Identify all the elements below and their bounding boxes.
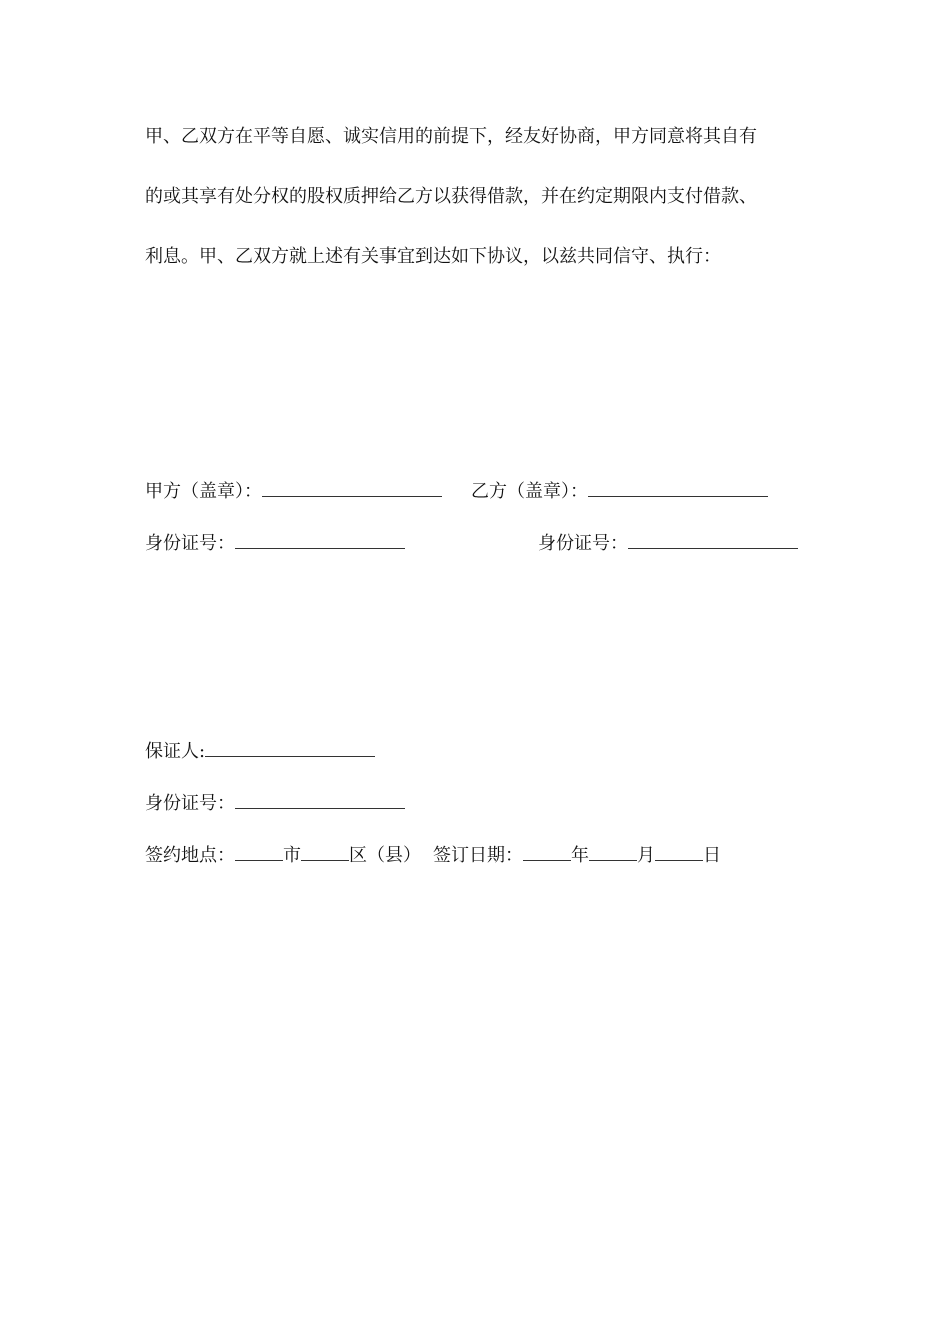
signing-place-date-row	[145, 842, 721, 868]
party-b-id-label: 身份证号：	[538, 533, 628, 554]
party-a-id-label: 身份证号：	[145, 533, 235, 554]
month-field[interactable]	[589, 842, 637, 861]
guarantor-id-label: 身份证号：	[145, 793, 235, 814]
district-label: 区（县）	[349, 845, 421, 866]
intro-line-3: 利息。甲、乙双方就上述有关事宜到达如下协议，以兹共同信守、执行：	[145, 246, 721, 267]
date-label: 签订日期：	[433, 845, 523, 866]
place-label: 签约地点：	[145, 845, 235, 866]
party-b-seal-field[interactable]	[588, 478, 768, 497]
intro-line-2: 的或其享有处分权的股权质押给乙方以获得借款，并在约定期限内支付借款、	[145, 186, 757, 207]
party-a-seal-row	[145, 478, 442, 504]
district-field[interactable]	[301, 842, 349, 861]
day-field[interactable]	[655, 842, 703, 861]
year-field[interactable]	[523, 842, 571, 861]
party-b-seal-row	[471, 478, 768, 504]
year-label: 年	[571, 845, 589, 866]
party-b-seal-label: 乙方（盖章）：	[471, 481, 588, 502]
guarantor-id-field[interactable]	[235, 790, 405, 809]
month-label: 月	[637, 845, 655, 866]
party-a-seal-label: 甲方（盖章）：	[145, 481, 262, 502]
guarantor-row	[145, 738, 375, 764]
day-label: 日	[703, 845, 721, 866]
party-a-id-row	[145, 530, 405, 556]
party-b-id-row	[538, 530, 798, 556]
guarantor-label: 保证人:	[145, 741, 206, 762]
city-label: 市	[283, 845, 301, 866]
city-field[interactable]	[235, 842, 283, 861]
guarantor-id-row	[145, 790, 405, 816]
guarantor-field[interactable]	[205, 738, 375, 757]
party-a-seal-field[interactable]	[262, 478, 442, 497]
party-a-id-field[interactable]	[235, 530, 405, 549]
intro-line-1: 甲、乙双方在平等自愿、诚实信用的前提下，经友好协商，甲方同意将其自有	[145, 126, 757, 147]
party-b-id-field[interactable]	[628, 530, 798, 549]
